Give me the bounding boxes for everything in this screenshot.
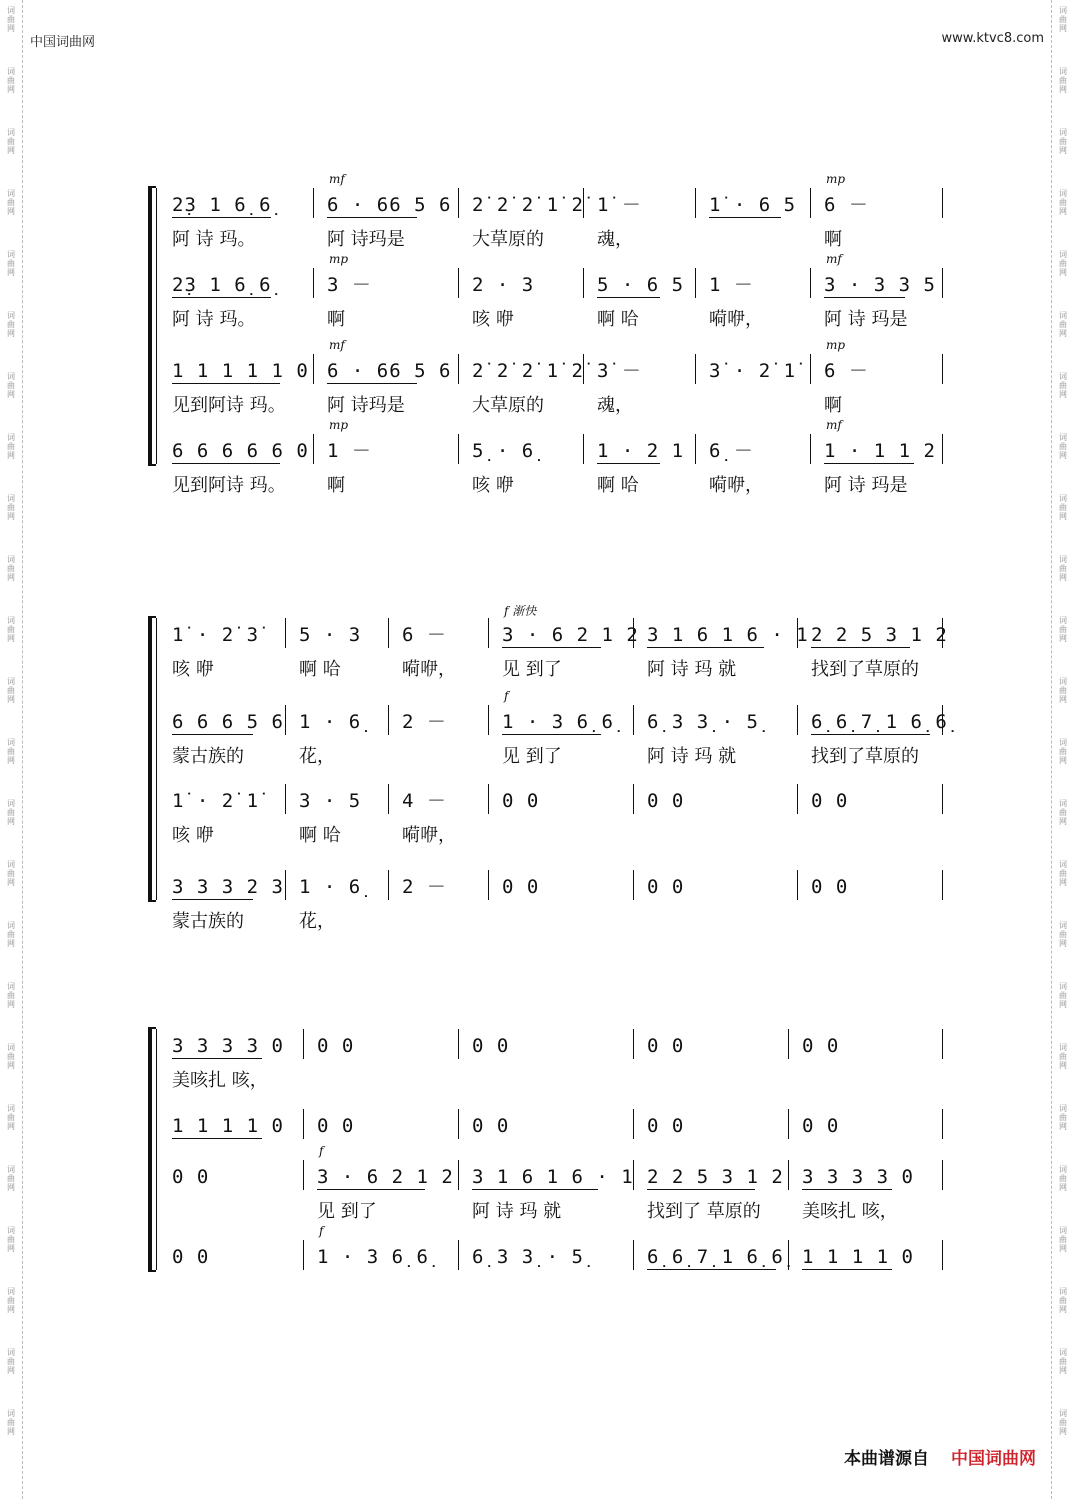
barline [285,784,286,814]
barline [488,870,489,900]
watermark-text: 词 曲 网 [7,128,15,155]
watermark-text: 词 曲 网 [1059,555,1067,582]
dynamic-mark: mf [329,172,345,186]
barline [388,870,389,900]
watermark-text: 词 曲 网 [7,494,15,521]
beam-line [502,647,601,648]
barline [388,705,389,735]
staff-row [0,1033,1074,1059]
dynamic-mark: mf [826,418,842,432]
system-brace [148,1029,152,1270]
watermark-text: 词 曲 网 [1059,677,1067,704]
beam-line [172,463,280,464]
measure-notes: 1 · 1 1 2 [824,440,936,462]
watermark-text: 词 曲 网 [7,1409,15,1436]
beam-line [597,297,660,298]
watermark-text: 词 曲 网 [1059,494,1067,521]
measure-notes: 6 6 6 6 6 0 [172,440,309,462]
watermark-text: 词 曲 网 [1059,6,1067,33]
beam-line [472,1189,598,1190]
measure-notes: 0 0 [472,1115,510,1137]
watermark-text: 词 曲 网 [1059,738,1067,765]
measure-notes: 6 · 66 5 6 [327,360,452,382]
measure-notes: 6 · 66 5 6 [327,194,452,216]
beam-line [172,734,253,735]
watermark-text: 词 曲 网 [7,189,15,216]
measure-notes: 1 · 2 1 [597,440,685,462]
barline [942,1160,943,1190]
lyric-text: 找到了草原的 [811,659,919,680]
dynamic-mark: mp [329,418,349,432]
watermark-text: 词 曲 网 [7,67,15,94]
watermark-text: 词 曲 网 [7,372,15,399]
measure-notes: 0 0 [647,1115,685,1137]
watermark-text: 词 曲 网 [7,250,15,277]
lyric-text: 阿 诗 玛是 [824,309,908,330]
measure-notes: 5̣ · 6̣ [472,440,535,462]
watermark-text: 词 曲 网 [7,433,15,460]
barline [488,784,489,814]
measure-notes: 3 · 6 2 1 2 [502,624,639,646]
lyric-text: 大草原的 [472,229,544,250]
lyric-text: 啊 哈 [299,659,341,680]
staff-row [0,338,1074,384]
measure-notes: 0 0 [472,1035,510,1057]
barline [458,354,459,384]
barline [810,354,811,384]
watermark-text: 词 曲 网 [7,1165,15,1192]
watermark-text: 词 曲 网 [1059,1409,1067,1436]
barline [942,188,943,218]
lyric-text: 咳 咿 [472,309,514,330]
measure-notes: 0 0 [317,1115,355,1137]
lyric-text: 魂， [597,395,633,416]
watermark-text: 词 曲 网 [1059,128,1067,155]
lyric-text: 阿 诗玛是 [327,229,405,250]
barline [633,870,634,900]
watermark-text: 词 曲 网 [1059,1165,1067,1192]
lyrics-row [0,910,1074,934]
barline [633,784,634,814]
measure-notes: 1 · 6̣ [299,876,362,898]
staff-row [0,874,1074,900]
measure-notes: 2 － [402,711,447,733]
measure-notes: 1̇ · 2̇ 1̇ [172,790,260,812]
measure-notes: 6̣ 6̣ 7̣ 1 6̣ 6̣ [647,1246,784,1268]
watermark-text: 词 曲 网 [1059,311,1067,338]
lyric-text: 花， [299,746,335,767]
barline [303,1029,304,1059]
barline [810,434,811,464]
lyric-text: 咳 咿 [172,825,214,846]
beam-line [172,383,280,384]
lyrics-row [0,474,1074,498]
staff-row [0,788,1074,814]
watermark-text: 词 曲 网 [1059,372,1067,399]
barline [695,434,696,464]
lyric-text: 蒙古族的 [172,746,244,767]
staff-row [0,604,1074,648]
barline [797,705,798,735]
watermark-text: 词 曲 网 [1059,1348,1067,1375]
footer-brand: 中国词曲网 [951,1449,1036,1469]
measure-notes: 2 － [402,876,447,898]
system-brace-thin [156,1029,157,1270]
barline [810,268,811,298]
lyric-text: 魂， [597,229,633,250]
beam-line [172,297,271,298]
lyrics-row [0,228,1074,252]
measure-notes: 0 0 [802,1035,840,1057]
measure-notes: 2̣3 1 6̣ 6̣ [172,274,272,296]
watermark-text: 词 曲 网 [7,555,15,582]
watermark-text: 词 曲 网 [7,1043,15,1070]
barline [388,784,389,814]
measure-notes: 5 · 6 5 [597,274,685,296]
measure-notes: 3 · 5 [299,790,362,812]
barline [695,188,696,218]
watermark-text: 词 曲 网 [1059,1287,1067,1314]
beam-line [327,217,417,218]
measure-notes: 6̣ － [709,440,754,462]
lyric-text: 美咳扎 咳， [802,1201,898,1222]
measure-notes: 6 － [824,360,869,382]
watermark-text: 词 曲 网 [7,738,15,765]
barline [458,1160,459,1190]
measure-notes: 2 · 3 [472,274,535,296]
beam-line [709,217,781,218]
measure-notes: 0 0 [802,1115,840,1137]
beam-line [172,1058,262,1059]
staff-row [0,418,1074,464]
barline [488,705,489,735]
dynamic-mark: f [504,689,509,703]
lyric-text: 阿 诗 玛 就 [647,659,737,680]
measure-notes: 2 2 5 3 1 2 [647,1166,784,1188]
brace-cap [148,464,156,466]
measure-notes: 6 6 6 5 6 [172,711,284,733]
measure-notes: 1̇ · 6 5 [709,194,797,216]
barline [458,188,459,218]
barline [313,268,314,298]
barline [458,1029,459,1059]
barline [942,1029,943,1059]
barline [583,434,584,464]
measure-notes: 1 － [327,440,372,462]
measure-notes: 1 1 1 1 0 [172,1115,284,1137]
watermark-text: 词 曲 网 [1059,921,1067,948]
measure-notes: 0 0 [647,790,685,812]
watermark-text: 词 曲 网 [1059,189,1067,216]
barline [695,268,696,298]
barline [458,434,459,464]
dynamic-mark: f [319,1144,324,1158]
lyrics-row [0,824,1074,848]
watermark-text: 词 曲 网 [1059,799,1067,826]
lyric-text: 阿 诗 玛是 [824,475,908,496]
lyric-text: 阿 诗 玛。 [172,229,256,250]
watermark-text: 词 曲 网 [1059,616,1067,643]
barline [942,434,943,464]
lyric-text: 见 到了 [317,1201,377,1222]
barline [942,268,943,298]
measure-notes: 5 · 3 [299,624,362,646]
measure-notes: 3̇ － [597,360,642,382]
barline [942,870,943,900]
barline [285,870,286,900]
watermark-text: 词 曲 网 [7,799,15,826]
measure-notes: 1̇ － [597,194,642,216]
measure-notes: 0 0 [502,790,540,812]
measure-notes: 3 1 6 1 6 · 1 [647,624,809,646]
lyric-text: 阿 诗 玛 就 [647,746,737,767]
lyrics-row [0,308,1074,332]
lyric-text: 啊 哈 [597,475,639,496]
measure-notes: 1 · 3 6̣ 6̣ [317,1246,429,1268]
lyrics-row [0,745,1074,769]
beam-line [802,1189,892,1190]
watermark-text: 词 曲 网 [1059,860,1067,887]
measure-notes: 0 0 [811,790,849,812]
lyrics-row [0,1117,1074,1141]
lyric-text: 啊 哈 [597,309,639,330]
lyric-text: 美咳扎 咳， [172,1070,268,1091]
measure-notes: 1̇ · 2̇ 3̇ [172,624,260,646]
watermark-text: 词 曲 网 [1059,433,1067,460]
measure-notes: 1 · 3 6̣ 6̣ [502,711,614,733]
lyric-text: 啊 [327,475,345,496]
lyric-text: 啊 [824,229,842,250]
lyric-text: 嗬咿， [402,825,456,846]
watermark-text: 词 曲 网 [7,616,15,643]
measure-notes: 3 － [327,274,372,296]
header-site-url: www.ktvc8.com [941,31,1044,46]
barline [303,1160,304,1190]
measure-notes: 2̇ 2̇ 2̇ 1̇ 2̇ [472,360,584,382]
lyric-text: 见 到了 [502,659,562,680]
barline [313,354,314,384]
barline [633,705,634,735]
watermark-text: 词 曲 网 [7,677,15,704]
watermark-text: 词 曲 网 [7,6,15,33]
dynamic-mark: mp [329,252,349,266]
lyric-text: 嗬咿， [709,309,763,330]
barline [313,188,314,218]
measure-notes: 1 · 6̣ [299,711,362,733]
watermark-text: 词 曲 网 [7,311,15,338]
staff-row [0,1144,1074,1190]
barline [942,354,943,384]
dynamic-mark: f [319,1224,324,1238]
watermark-text: 词 曲 网 [1059,67,1067,94]
measure-notes: 6̣ 3 3̣ · 5̣ [472,1246,584,1268]
measure-notes: 0 0 [172,1166,210,1188]
watermark-text: 词 曲 网 [7,860,15,887]
beam-line [172,217,271,218]
measure-notes: 1 1 1 1 1 0 [172,360,309,382]
lyric-text: 见到阿诗 玛。 [172,475,286,496]
lyrics-row [0,658,1074,682]
measure-notes: 3 1 6 1 6 · 1 [472,1166,634,1188]
barline [797,870,798,900]
measure-notes: 0 0 [811,876,849,898]
beam-line [647,647,764,648]
footer-prefix: 本曲谱源自 [844,1449,929,1469]
barline [788,1029,789,1059]
barline [633,1029,634,1059]
barline [313,434,314,464]
barline [797,784,798,814]
measure-notes: 3 3 3 2 3 [172,876,284,898]
dynamic-mark: mp [826,172,846,186]
lyric-text: 嗬咿， [709,475,763,496]
measure-notes: 4 － [402,790,447,812]
beam-line [811,734,930,735]
lyric-text: 阿 诗 玛 就 [472,1201,562,1222]
measure-notes: 6̣ 3 3̣ · 5̣ [647,711,759,733]
lyric-text: 花， [299,911,335,932]
measure-notes: 6̣ 6̣ 7̣ 1 6̣ 6̣ [811,711,948,733]
brace-cap [148,1027,156,1029]
lyric-text: 找到了草原的 [811,746,919,767]
barline [285,705,286,735]
measure-notes: 0 0 [317,1035,355,1057]
barline [942,784,943,814]
lyric-text: 啊 [327,309,345,330]
staff-row [0,172,1074,218]
measure-notes: 1 － [709,274,754,296]
lyric-text: 见到阿诗 玛。 [172,395,286,416]
measure-notes: 2 2 5 3 1 2 [811,624,948,646]
lyric-text: 啊 哈 [299,825,341,846]
measure-notes: 6 － [402,624,447,646]
watermark-text: 词 曲 网 [7,1348,15,1375]
beam-line [327,383,417,384]
dynamic-mark: mf [826,252,842,266]
brace-cap [148,186,156,188]
dynamic-mark: f 渐快 [504,604,537,618]
lyric-text: 见 到了 [502,746,562,767]
beam-line [502,734,601,735]
lyric-text: 阿 诗 玛。 [172,309,256,330]
lyric-text: 大草原的 [472,395,544,416]
beam-line [824,297,905,298]
measure-notes: 0 0 [647,876,685,898]
dynamic-mark: mf [329,338,345,352]
lyrics-row [0,1069,1074,1093]
measure-notes: 0 0 [647,1035,685,1057]
lyrics-row [0,394,1074,418]
lyric-text: 蒙古族的 [172,911,244,932]
barline [388,618,389,648]
watermark-text: 词 曲 网 [1059,1104,1067,1131]
beam-line [172,899,253,900]
barline [810,188,811,218]
lyrics-row [0,1200,1074,1224]
watermark-text: 词 曲 网 [1059,250,1067,277]
brace-cap [148,616,156,618]
measure-notes: 2̇ 2̇ 2̇ 1̇ 2̇ [472,194,584,216]
barline [583,268,584,298]
watermark-text: 词 曲 网 [7,1226,15,1253]
watermark-text: 词 曲 网 [7,1287,15,1314]
measure-notes: 3 3 3 3 0 [802,1166,914,1188]
watermark-text: 词 曲 网 [1059,1043,1067,1070]
beam-line [597,463,660,464]
beam-line [811,647,910,648]
watermark-text: 词 曲 网 [7,1104,15,1131]
watermark-text: 词 曲 网 [7,921,15,948]
beam-line [647,1189,755,1190]
measure-notes: 3 · 6 2 1 2 [317,1166,454,1188]
lyrics-row [0,1248,1074,1272]
measure-notes: 2̣3 1 6̣ 6̣ [172,194,272,216]
lyric-text: 找到了 草原的 [647,1201,761,1222]
watermark-text: 词 曲 网 [1059,1226,1067,1253]
barline [488,618,489,648]
measure-notes: 0 0 [502,876,540,898]
measure-notes: 1 1 1 1 0 [802,1246,914,1268]
footer-source [844,1444,1036,1469]
lyric-text: 咳 咿 [472,475,514,496]
header-site-name: 中国词曲网 [30,35,96,50]
lyric-text: 阿 诗玛是 [327,395,405,416]
lyric-text: 嗬咿， [402,659,456,680]
beam-line [317,1189,425,1190]
brace-cap [148,900,156,902]
watermark-text: 词 曲 网 [7,982,15,1009]
lyric-text: 咳 咿 [172,659,214,680]
measure-notes: 3̇ · 2̇ 1̇ [709,360,797,382]
barline [285,618,286,648]
dynamic-mark: mp [826,338,846,352]
barline [695,354,696,384]
measure-notes: 3 3 3 3 0 [172,1035,284,1057]
barline [788,1160,789,1190]
lyric-text: 啊 [824,395,842,416]
measure-notes: 0 0 [172,1246,210,1268]
watermark-text: 词 曲 网 [1059,982,1067,1009]
beam-line [824,463,914,464]
barline [458,268,459,298]
measure-notes: 3 · 3 3 5 [824,274,936,296]
measure-notes: 6 － [824,194,869,216]
